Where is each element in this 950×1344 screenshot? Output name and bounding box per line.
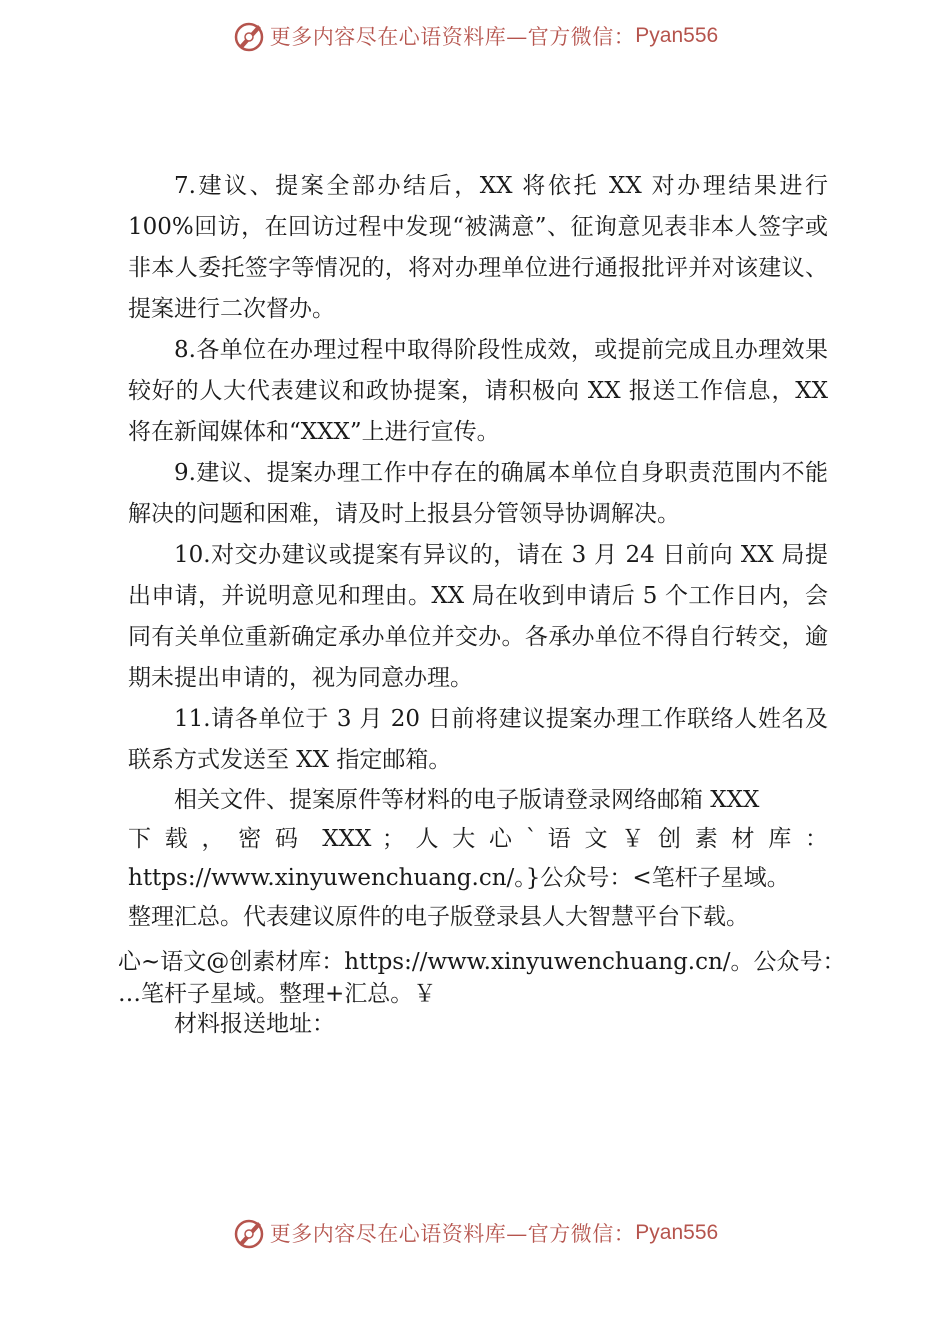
files-note-line-1: 相关文件、提案原件等材料的电子版请登录网络邮箱 XXX [174, 787, 760, 813]
extra-note [118, 946, 844, 1010]
paragraph-7: 7.建议、提案全部办结后，XX 将依托 XX 对办理结果进行100%回访，在回访过程中发现“被满意”、征询意见表非本人签字或非本人委托签字等情况的，将对办理单位进行通报批评并对该建议、提案进行二次督办。 [128, 173, 828, 322]
files-note [128, 781, 828, 937]
submission-address-label: 材料报送地址： [174, 1011, 335, 1037]
paragraph-9: 9.建议、提案办理工作中存在的确属本单位自身职责范围内不能解决的问题和困难，请及时上报县分管领导协调解决。 [128, 460, 828, 527]
files-note-line-2: 下 载 ， 密 码 XXX ； 人 大 心 ` 语 文 ￥ 创 素 材 库 ： [128, 826, 828, 852]
extra-note-line-1: 心~语文@创素材库：https://www.xinyuwenchuang.cn/。公众号： [118, 949, 846, 975]
watermark-text: 更多内容尽在心语资料库—官方微信： [269, 25, 636, 49]
files-note-line-4: 整理汇总。代表建议原件的电子版登录县人大智慧平台下载。 [128, 904, 749, 930]
watermark-wechat-id: Pyan556 [635, 1221, 719, 1244]
document-body [128, 166, 828, 937]
pen-logo-icon [232, 19, 266, 53]
header-watermark [0, 16, 950, 56]
paragraph-11: 11.请各单位于 3 月 20 日前将建议提案办理工作联络人姓名及联系方式发送至 XX 指定邮箱。 [128, 706, 828, 773]
pen-logo-icon [232, 1216, 266, 1250]
extra-note-line-2: …笔杆子星域。整理+汇总。￥ [118, 981, 437, 1007]
watermark-text: 更多内容尽在心语资料库—官方微信： [269, 1222, 636, 1246]
footer-watermark [0, 1213, 950, 1253]
paragraph-10: 10.对交办建议或提案有异议的，请在 3 月 24 日前向 XX 局提出申请，并说明意见和理由。XX 局在收到申请后 5 个工作日内，会同有关单位重新确定承办单位并交办。各承办单位不得自行转交，逾期未提出申请的，视为同意办理。 [128, 542, 828, 691]
files-note-line-3: https://www.xinyuwenchuang.cn/。}公众号：<笔杆子星域。 [128, 865, 790, 891]
paragraph-8: 8.各单位在办理过程中取得阶段性成效，或提前完成且办理效果较好的人大代表建议和政协提案，请积极向 XX 报送工作信息，XX 将在新闻媒体和“XXX”上进行宣传。 [128, 337, 828, 445]
watermark-wechat-id: Pyan556 [635, 24, 719, 47]
